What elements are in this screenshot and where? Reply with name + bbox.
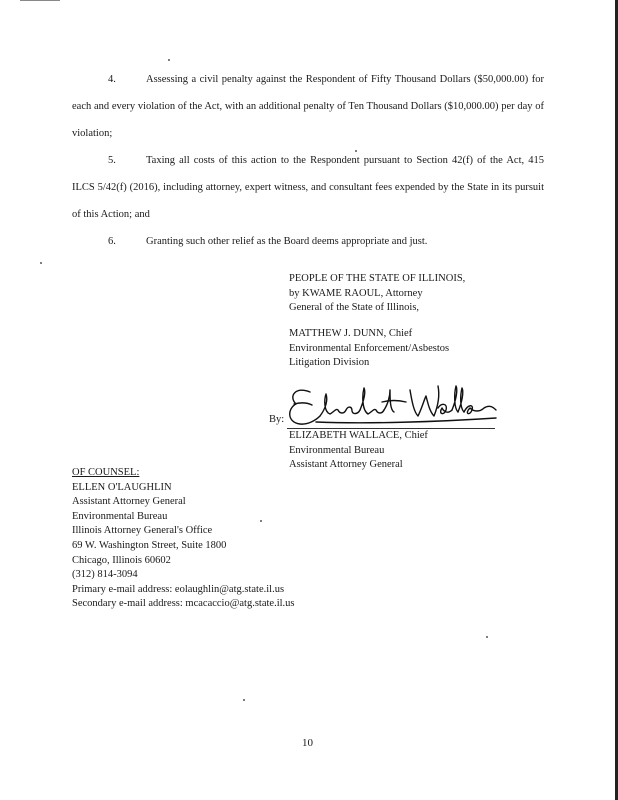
counsel-line: Environmental Bureau: [72, 510, 168, 522]
counsel-line: Assistant Attorney General: [72, 496, 186, 508]
paragraph-text: Taxing all costs of this action to the Respondent pursuant to Section 42(f) of the Act, 415 ILCS 5/42(f) (2016), including attorney, expert witness, and consultant fees expended by the State in its pursuit of this Action; and: [72, 155, 544, 220]
page-number: 10: [302, 737, 313, 749]
of-counsel-heading: OF COUNSEL:: [72, 467, 140, 478]
chief-line: Environmental Enforcement/Asbestos: [289, 342, 450, 354]
scan-edge-top: [20, 0, 60, 1]
signer-line: Environmental Bureau: [289, 444, 385, 456]
counsel-line: Illinois Attorney General's Office: [72, 525, 213, 537]
of-counsel-block: [72, 466, 295, 612]
signer-block: [289, 429, 428, 473]
counsel-line: ELLEN O'LAUGHLIN: [72, 481, 172, 493]
scan-speck: [168, 59, 170, 61]
scan-speck: [243, 699, 245, 701]
party-block: [289, 272, 465, 316]
party-line: PEOPLE OF THE STATE OF ILLINOIS,: [289, 273, 466, 284]
paragraph-6: [72, 228, 544, 255]
paragraph-4: [72, 66, 544, 147]
paragraph-text: Assessing a civil penalty against the Respondent of Fifty Thousand Dollars ($50,000.00) for each and every violation of the Act, with an additional penalty of Ten Thousand Dollars ($10,000.00) per day of violation;: [72, 74, 544, 139]
chief-line: MATTHEW J. DUNN, Chief: [289, 328, 413, 339]
by-label: By:: [269, 414, 285, 425]
paragraph-number: 5.: [108, 155, 116, 166]
scan-speck: [40, 262, 42, 264]
paragraph-text: Granting such other relief as the Board deems appropriate and just.: [146, 236, 428, 247]
signer-line: Assistant Attorney General: [289, 459, 403, 471]
signer-line: ELIZABETH WALLACE, Chief: [289, 430, 428, 441]
counsel-line: Chicago, Illinois 60602: [72, 554, 171, 566]
party-line: by KWAME RAOUL, Attorney: [289, 287, 423, 299]
counsel-line: (312) 814-3094: [72, 569, 138, 581]
chief-line: Litigation Division: [289, 357, 370, 369]
paragraph-number: 6.: [108, 236, 116, 247]
scan-speck: [260, 520, 262, 522]
chief-block: [289, 327, 449, 371]
party-line: General of the State of Illinois,: [289, 302, 420, 314]
paragraph-5: [72, 147, 544, 228]
scan-speck: [486, 636, 488, 638]
paragraph-number: 4.: [108, 74, 116, 85]
counsel-email-secondary: Secondary e-mail address: mcacaccio@atg.state.il.us: [72, 598, 295, 610]
scan-speck: [355, 150, 357, 152]
counsel-email-primary: Primary e-mail address: eolaughlin@atg.state.il.us: [72, 583, 285, 595]
counsel-line: 69 W. Washington Street, Suite 1800: [72, 539, 227, 551]
